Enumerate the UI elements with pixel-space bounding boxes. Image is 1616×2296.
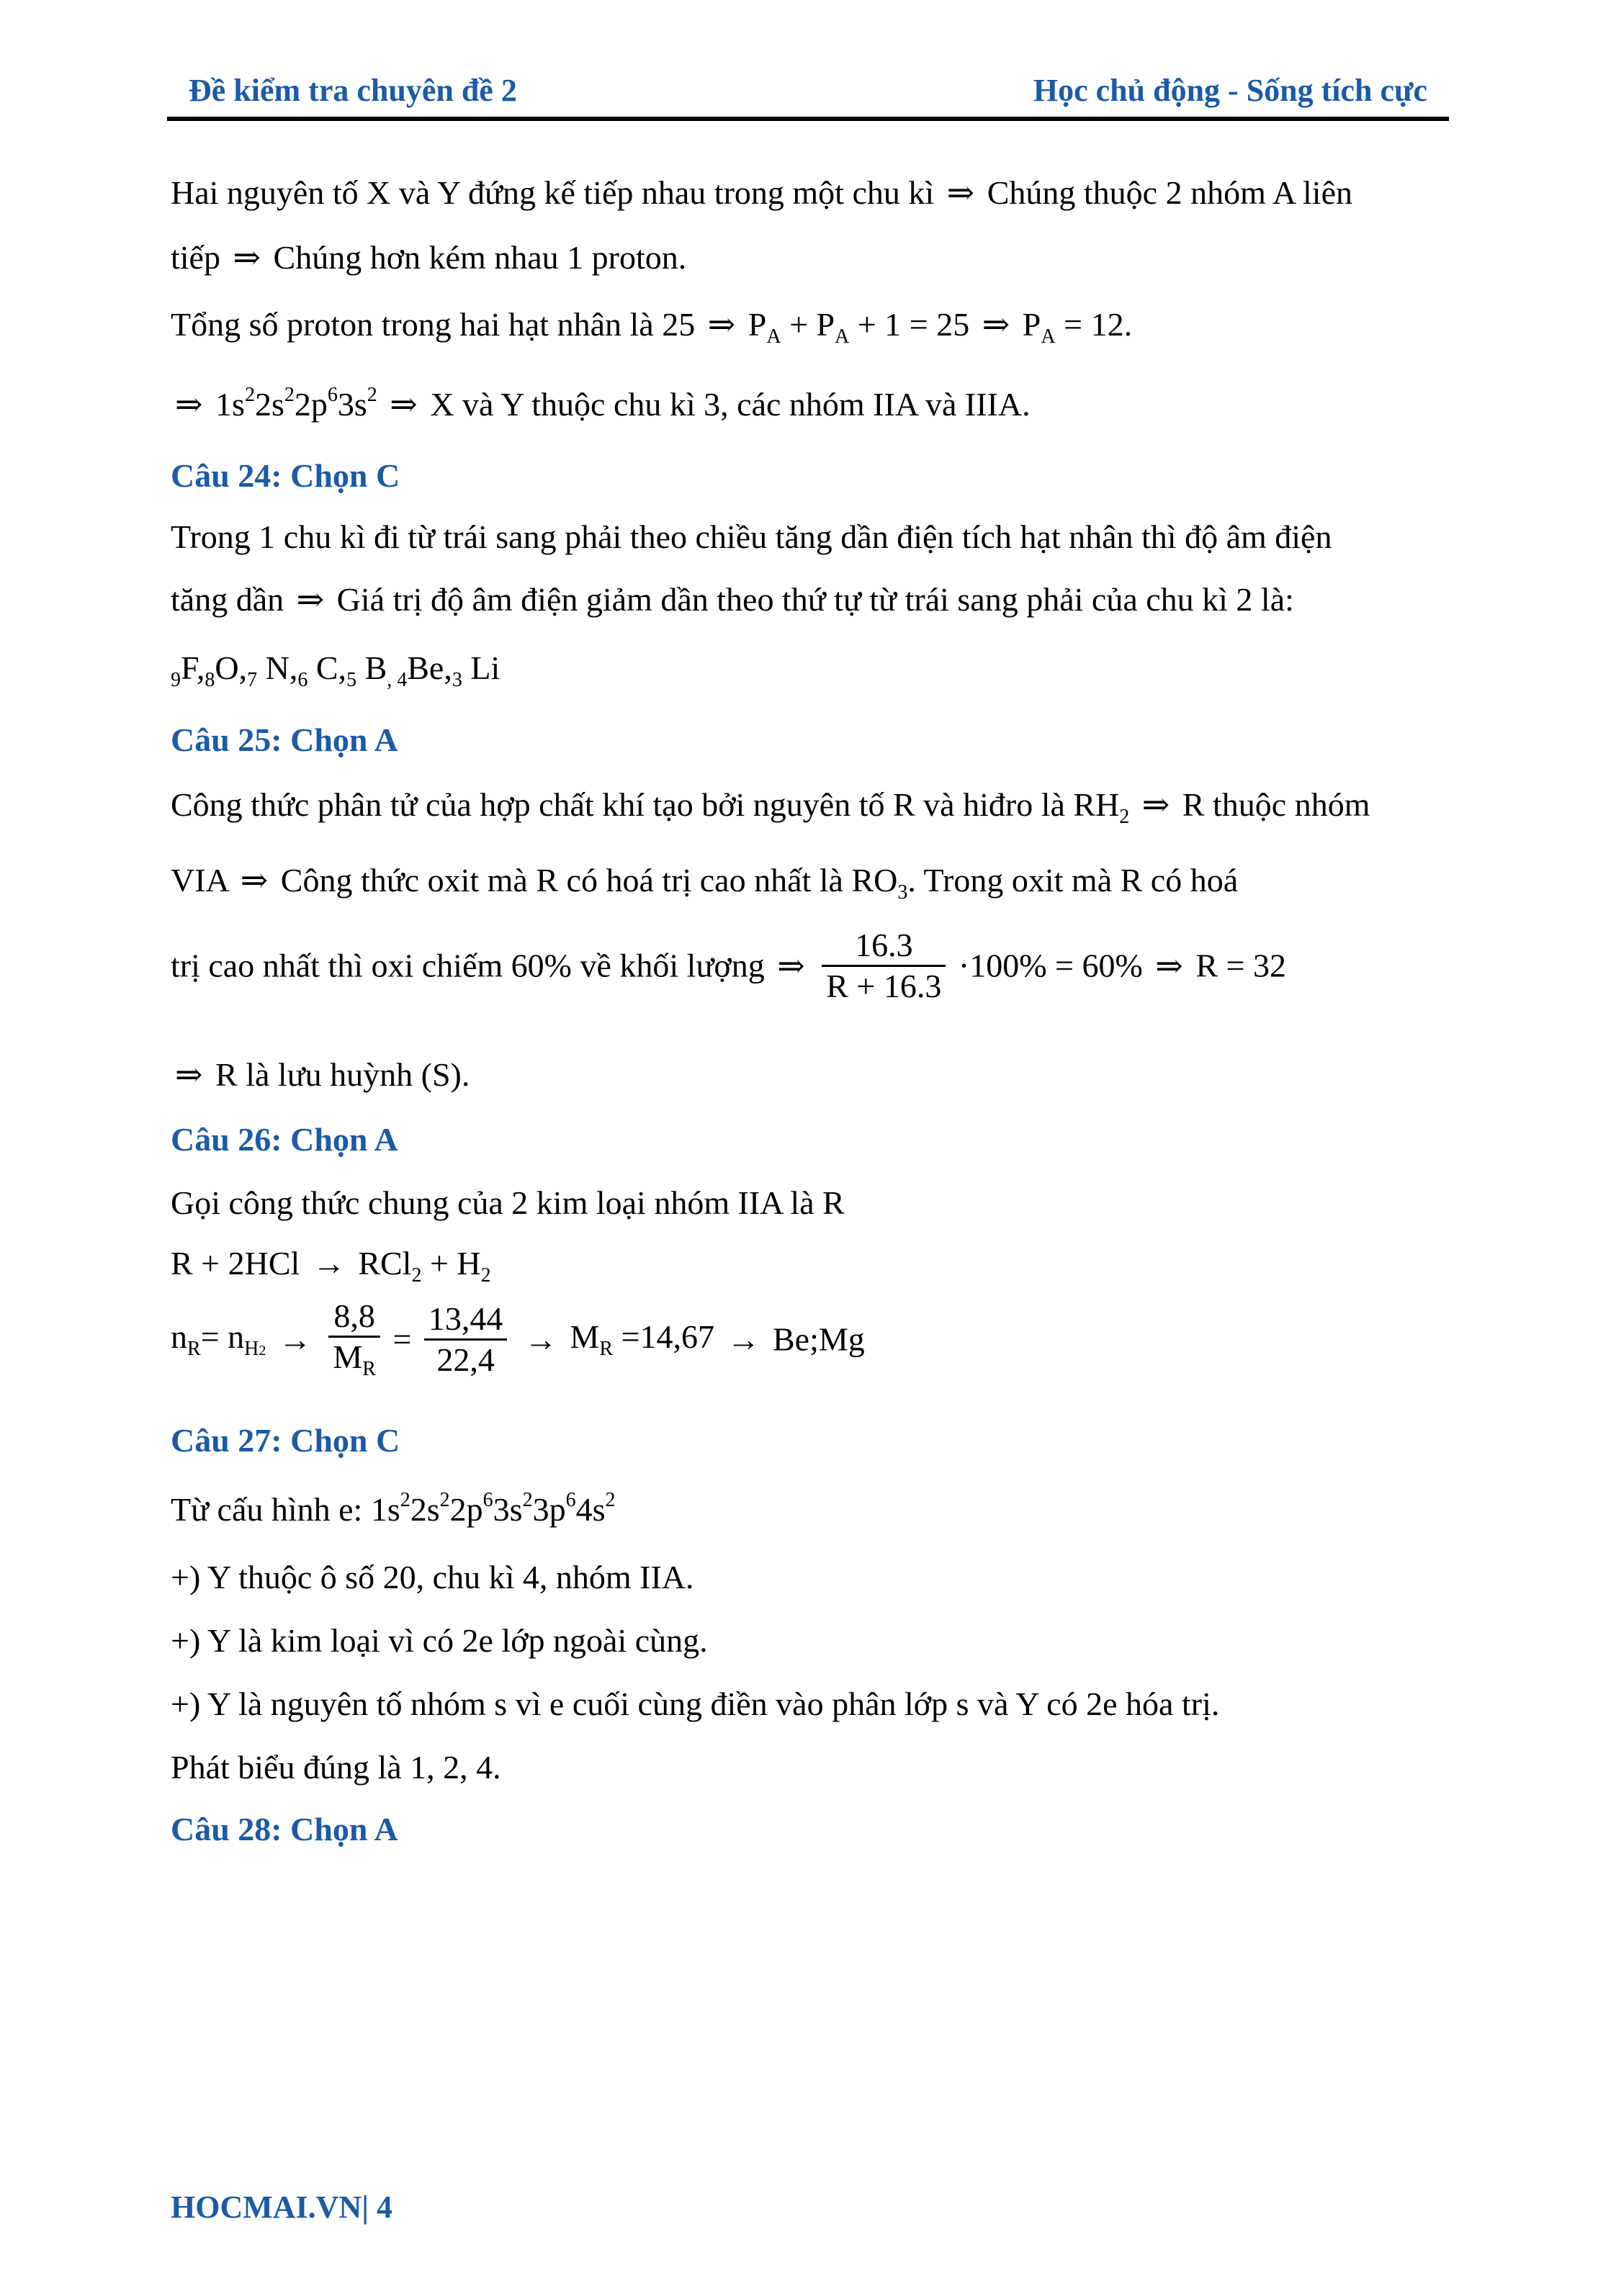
implies-arrow: ⇒ [233, 239, 261, 276]
text: X và Y thuộc chu kì 3, các nhóm IIA và IIIA. [430, 386, 1031, 423]
question-title: Câu 25: Chọn A [171, 721, 398, 758]
text-line [171, 308, 1132, 347]
text: tiếp [171, 239, 220, 276]
fraction [822, 929, 946, 1003]
page-footer: HOCMAI.VN| 4 [171, 2189, 392, 2225]
equation: $n_R= n_{H2}$ → $\frac{8,8}{M_R}$ = $\frac{13,44}{22,4}$ → $M_R =14,67$ → Be;Mg [171, 1297, 865, 1380]
text-line [171, 788, 1370, 827]
implies-arrow: ⇒ [175, 386, 203, 423]
question-title: Câu 27: Chọn C [171, 1422, 400, 1459]
text-line [171, 385, 1031, 421]
text-line: Gọi công thức chung của 2 kim loại nhóm IIA là R [171, 1184, 845, 1221]
text: Chúng thuộc 2 nhóm A liên [987, 174, 1352, 211]
fraction: $\frac{8,8}{M_R}$ [328, 1300, 380, 1379]
text: Chúng hơn kém nhau 1 proton. [273, 239, 687, 276]
text: trị cao nhất thì oxi chiếm 60% về khối lượng [171, 947, 765, 984]
text-line [171, 1058, 470, 1091]
text-line [171, 1490, 615, 1526]
question-title: Câu 28: Chọn A [171, 1811, 398, 1847]
equation: $R + 2HCl \to RCl_2 + H_2$ [171, 1245, 491, 1287]
header-divider [167, 117, 1449, 121]
text: R = 32 [1195, 947, 1286, 984]
element-sequence: $_9F,_8O,_7$ $N,_6$ $C,_5$ $B_{, 4}Be,_3$ Li [171, 649, 500, 691]
header-left-title: Đề kiểm tra chuyên đề 2 [189, 73, 517, 108]
text-line [171, 864, 1238, 903]
text: Công thức phân tử của hợp chất khí tạo bởi nguyên tố R và hiđro là [171, 786, 1065, 823]
page-header [167, 72, 1449, 118]
text-line: +) Y là nguyên tố nhóm s vì e cuối cùng điền vào phân lớp s và Y có 2e hóa trị. [171, 1685, 1220, 1722]
text-line [171, 583, 1294, 616]
text-line [171, 929, 1286, 1003]
formula: $RO_3$ [851, 862, 908, 904]
text: . Trong oxit mà R có hoá [907, 862, 1239, 899]
implies-arrow: ⇒ [1141, 786, 1170, 823]
header-right-slogan: Học chủ động - Sống tích cực [1033, 73, 1427, 108]
question-title: Câu 26: Chọn A [171, 1121, 398, 1158]
implies-arrow: ⇒ [1155, 947, 1183, 984]
implies-arrow: ⇒ [707, 306, 736, 343]
text: ·100% = 60% [958, 947, 1143, 984]
text: R thuộc nhóm [1182, 786, 1370, 823]
implies-arrow: ⇒ [390, 386, 418, 423]
implies-arrow: ⇒ [777, 947, 805, 984]
text: Giá trị độ âm điện giảm dần theo thứ tự từ trái sang phải của chu kì 2 là: [336, 581, 1294, 618]
text: Công thức oxit mà R có hoá trị cao nhất là [280, 862, 843, 899]
text: tăng dần [171, 581, 284, 618]
text: Hai nguyên tố X và Y đứng kế tiếp nhau trong một chu kì [171, 174, 935, 211]
electron-config: $1s^22s^22p^63s^2$ [215, 384, 377, 423]
implies-arrow: ⇒ [240, 862, 269, 899]
implies-arrow: ⇒ [175, 1056, 203, 1093]
numerator: 16.3 [855, 927, 913, 963]
text: VIA [171, 862, 228, 899]
fraction: $\frac{13,44}{22,4}$ [424, 1302, 508, 1377]
text-line [171, 241, 686, 274]
text: R là lưu huỳnh (S). [215, 1056, 470, 1093]
question-title: Câu 24: Chọn C [171, 457, 400, 494]
denominator: R + 16.3 [826, 968, 942, 1004]
formula: $P_A + P_A + 1 = 25$ ⇒ $P_A = 12$. [748, 306, 1133, 348]
text-line: Phát biểu đúng là 1, 2, 4. [171, 1749, 501, 1786]
formula: $RH_2$ [1073, 786, 1130, 828]
implies-arrow: ⇒ [946, 174, 975, 211]
text: Tổng số proton trong hai hạt nhân là 25 [171, 306, 696, 343]
text: Từ cấu hình e: [171, 1491, 363, 1528]
text-line: +) Y là kim loại vì có 2e lớp ngoài cùng. [171, 1622, 708, 1659]
text-line: Trong 1 chu kì đi từ trái sang phải theo chiều tăng dần điện tích hạt nhân thì độ âm điện [171, 518, 1332, 555]
text-line: +) Y thuộc ô số 20, chu kì 4, nhóm IIA. [171, 1559, 694, 1595]
implies-arrow: ⇒ [296, 581, 325, 618]
electron-config: $1s^22s^22p^63s^23p^64s^2$ [370, 1489, 616, 1528]
text-line [171, 176, 1352, 210]
